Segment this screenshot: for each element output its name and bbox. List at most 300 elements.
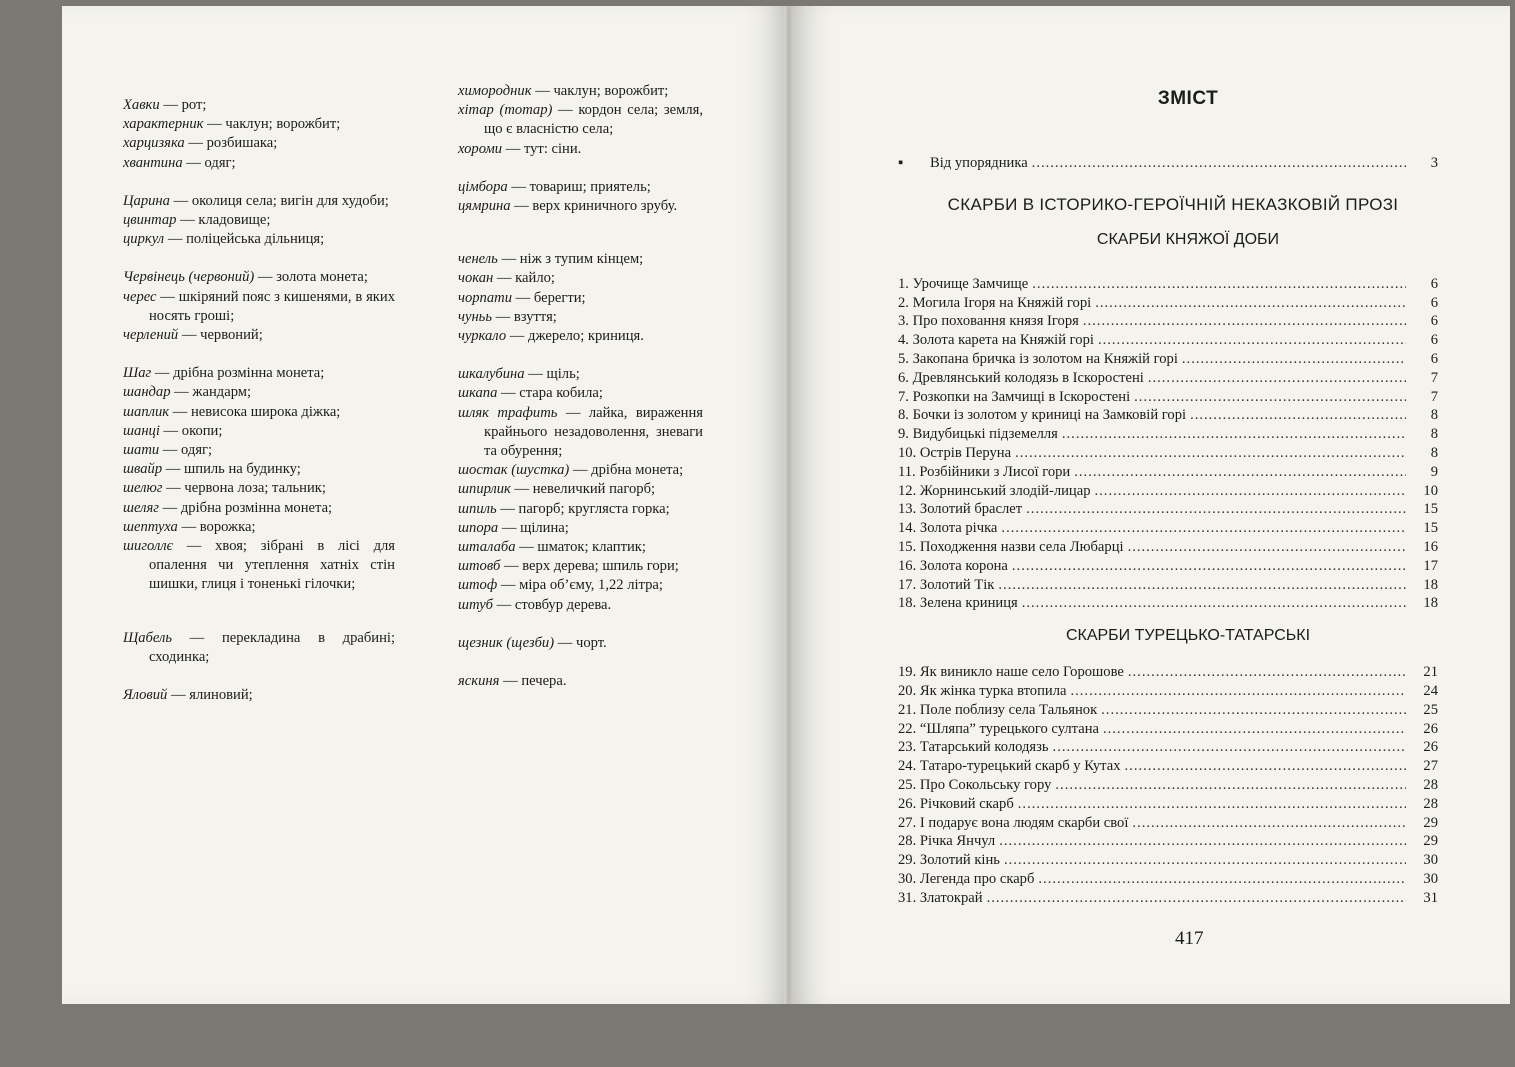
toc-entry-page: 3 xyxy=(1430,155,1438,171)
toc-entry-label: 25. Про Сокольську гору xyxy=(898,776,1052,793)
toc-entry-page: 30 xyxy=(1423,852,1438,869)
glossary-definition: рот; xyxy=(181,97,207,113)
toc-entry-page: 27 xyxy=(1423,758,1438,775)
term-separator: — xyxy=(552,102,579,119)
term-separator: — xyxy=(497,251,520,268)
toc-entry xyxy=(898,275,1438,294)
toc-entry xyxy=(898,425,1438,444)
term-separator: — xyxy=(510,198,533,215)
glossary-term: цімбора xyxy=(458,178,508,195)
dot-leader xyxy=(1182,350,1406,369)
glossary-term: ченель xyxy=(458,251,498,268)
dot-leader xyxy=(1026,500,1406,519)
glossary-term: шпора xyxy=(458,519,499,536)
glossary-term: Щабель xyxy=(123,629,172,646)
glossary-entry xyxy=(123,537,395,595)
glossary-term: яскиня xyxy=(458,673,500,690)
toc-entry xyxy=(898,738,1438,757)
glossary-entry xyxy=(458,250,703,269)
glossary-definition: червона лоза; тальник; xyxy=(184,480,326,497)
glossary-definition: ніж з тупим кінцем; xyxy=(519,251,644,268)
toc-entry-page: 18 xyxy=(1423,595,1438,612)
term-separator: — xyxy=(169,192,192,209)
term-separator: — xyxy=(162,480,185,497)
glossary-entry xyxy=(123,629,395,667)
toc-entry-label: 15. Походження назви села Любарці xyxy=(898,538,1124,555)
table-of-contents xyxy=(898,88,1438,908)
glossary-entry xyxy=(123,479,395,498)
toc-entry xyxy=(898,294,1438,313)
glossary-term: шеляг xyxy=(123,499,159,516)
glossary-definition: жандарм; xyxy=(192,384,252,401)
dot-leader xyxy=(1132,814,1406,833)
glossary-entry xyxy=(458,384,703,403)
glossary-definition: поліцейська дільниця; xyxy=(186,231,325,248)
glossary-entry xyxy=(123,686,395,705)
glossary-term: швайр xyxy=(123,461,163,478)
glossary-entry xyxy=(458,365,703,384)
glossary-entry xyxy=(458,269,703,288)
glossary-definition: шкіряний пояс з кишенями, в яких носять гроші; xyxy=(149,288,396,324)
toc-entry-page: 6 xyxy=(1430,294,1438,311)
glossary-entry xyxy=(458,576,703,595)
toc-entry-page: 8 xyxy=(1430,444,1438,461)
glossary-term: шпиль xyxy=(458,500,497,517)
glossary-column-1 xyxy=(123,96,395,705)
term-separator: — xyxy=(167,687,190,704)
glossary-definition: джерело; криниця. xyxy=(528,328,644,345)
dot-leader xyxy=(1083,312,1406,331)
toc-entry xyxy=(898,538,1438,557)
toc-entry-label: 31. Златокрай xyxy=(898,889,983,906)
glossary-entry xyxy=(123,154,395,173)
glossary-definition: золота монета; xyxy=(276,269,368,286)
page-number: 417 xyxy=(1175,928,1204,949)
term-separator: — xyxy=(182,154,205,171)
term-separator: — xyxy=(554,634,576,651)
toc-group-2 xyxy=(898,663,1438,907)
glossary-term: черес xyxy=(123,288,157,305)
glossary-definition: чаклун; ворожбит; xyxy=(225,116,341,133)
glossary-definition: щіль; xyxy=(546,366,580,383)
toc-entry-page: 9 xyxy=(1430,463,1438,480)
toc-entry-page: 16 xyxy=(1423,538,1438,555)
glossary-term: циркул xyxy=(123,231,165,248)
glossary-definition: товариш; приятель; xyxy=(529,178,651,195)
dot-leader xyxy=(1095,294,1406,313)
toc-entry xyxy=(898,557,1438,576)
dot-leader xyxy=(1022,594,1406,613)
glossary-entry xyxy=(458,308,703,327)
glossary-entry xyxy=(458,327,703,346)
term-separator: — xyxy=(171,629,222,646)
glossary-entry xyxy=(123,422,395,441)
toc-entry-page: 29 xyxy=(1423,814,1438,831)
dot-leader xyxy=(1053,738,1406,757)
glossary-definition: пагорб; кругляста горка; xyxy=(518,500,670,517)
glossary-column-2 xyxy=(458,82,703,691)
glossary-definition: одяг; xyxy=(204,154,236,171)
dot-leader xyxy=(1095,482,1407,501)
term-separator: — xyxy=(507,178,530,195)
toc-entry-page: 28 xyxy=(1423,776,1438,793)
toc-entry xyxy=(898,369,1438,388)
toc-entry-label: 20. Як жінка турка втопила xyxy=(898,682,1067,699)
term-separator: — xyxy=(497,577,520,594)
term-separator: — xyxy=(500,558,523,575)
term-separator: — xyxy=(158,499,181,516)
toc-entry-label: 11. Розбійники з Лисої гори xyxy=(898,463,1071,480)
toc-entry-label: 17. Золотий Тік xyxy=(898,576,995,593)
term-separator: — xyxy=(203,116,226,133)
toc-entry-label: 28. Річка Янчул xyxy=(898,833,996,850)
glossary-term: шостак (шустка) xyxy=(458,462,570,479)
toc-entry-page: 18 xyxy=(1423,576,1438,593)
toc-entry xyxy=(898,870,1438,889)
glossary-definition: стара кобила; xyxy=(519,385,603,402)
glossary-definition: хвоя; зібрані в лісі для опалення чи утеплення хатніх стін шишки, глиця і тоненькі гілочки; xyxy=(149,538,396,593)
term-separator: — xyxy=(515,539,538,556)
toc-entry-page: 26 xyxy=(1423,739,1438,756)
dot-leader xyxy=(1055,776,1406,795)
glossary-definition: лайка, вираження крайнього незадоволення, зневаги та обурення; xyxy=(484,404,703,460)
glossary-entry xyxy=(123,518,395,537)
toc-entry-label: 29. Золотий кінь xyxy=(898,852,1000,869)
toc-entry-page: 15 xyxy=(1423,501,1438,518)
glossary-term: штовб xyxy=(458,558,501,575)
toc-entry xyxy=(898,832,1438,851)
glossary-term: Хавки xyxy=(123,97,160,113)
glossary-entry xyxy=(123,403,395,422)
glossary-entry xyxy=(458,178,703,197)
glossary-term: цвинтар xyxy=(123,212,177,229)
term-separator: — xyxy=(184,135,207,152)
term-separator: — xyxy=(177,518,200,535)
toc-entry-page: 30 xyxy=(1423,870,1438,887)
glossary-entry xyxy=(123,211,395,230)
toc-entry xyxy=(898,776,1438,795)
glossary-entry xyxy=(458,404,703,462)
term-separator: — xyxy=(176,212,199,229)
toc-entry-label: 21. Поле поблизу села Тальянок xyxy=(898,701,1098,718)
toc-entry xyxy=(898,312,1438,331)
glossary-term: Шаг xyxy=(123,365,152,382)
term-separator: — xyxy=(502,140,524,157)
glossary-definition: перекладина в драбині; сходинка; xyxy=(149,629,395,665)
glossary-term: хітар (тотар) xyxy=(458,102,553,119)
dot-leader xyxy=(1032,154,1406,173)
glossary-term: чорпати xyxy=(458,289,512,306)
glossary-term: шиголлє xyxy=(123,538,174,555)
bullet-icon: ▪ xyxy=(898,155,904,171)
glossary-term: шкапа xyxy=(458,385,498,402)
glossary-entry xyxy=(458,101,703,139)
term-separator: — xyxy=(159,442,182,459)
toc-entry xyxy=(898,814,1438,833)
glossary-entry xyxy=(458,461,703,480)
glossary-term: чокан xyxy=(458,270,494,287)
glossary-term: шати xyxy=(123,442,160,459)
group-heading-1: СКАРБИ КНЯЖОЇ ДОБИ xyxy=(1096,230,1280,248)
glossary-entry xyxy=(123,115,395,134)
glossary-term: шкалубина xyxy=(458,366,525,383)
glossary-term: шептуха xyxy=(123,518,178,535)
glossary-definition: кордон села; земля, що є власністю села; xyxy=(484,102,704,138)
toc-entry-page: 10 xyxy=(1423,482,1438,499)
dot-leader xyxy=(1128,538,1406,557)
glossary-definition: щілина; xyxy=(520,519,569,536)
glossary-entry xyxy=(458,672,703,691)
toc-entry-label: 26. Річковий скарб xyxy=(898,795,1014,812)
toc-entry-label: 9. Видубицькі підземелля xyxy=(898,426,1058,443)
glossary-term: хвантина xyxy=(123,154,183,171)
toc-entry-page: 6 xyxy=(1430,350,1438,367)
toc-entry xyxy=(898,576,1438,595)
dot-leader xyxy=(1098,331,1406,350)
toc-entry-label: 14. Золота річка xyxy=(898,520,998,537)
glossary-definition: кладовище; xyxy=(198,212,271,229)
toc-entry xyxy=(898,331,1438,350)
term-separator: — xyxy=(506,328,529,345)
glossary-definition: одяг; xyxy=(181,442,213,459)
toc-entry xyxy=(898,406,1438,425)
dot-leader xyxy=(1125,757,1406,776)
toc-entry-label: 18. Зелена криниця xyxy=(898,595,1018,612)
glossary-term: штуб xyxy=(458,596,494,613)
term-separator: — xyxy=(557,404,589,421)
glossary-term: чуньь xyxy=(458,308,492,325)
toc-entry xyxy=(898,757,1438,776)
glossary-definition: кайло; xyxy=(515,270,555,287)
dot-leader xyxy=(1134,388,1406,407)
glossary-definition: невеличкий пагорб; xyxy=(532,481,656,498)
toc-entry-page: 7 xyxy=(1430,369,1438,386)
glossary-definition: червоний; xyxy=(200,327,263,344)
term-separator: — xyxy=(164,231,187,248)
toc-entry-page: 25 xyxy=(1423,701,1438,718)
glossary-definition: тут: сіни. xyxy=(523,140,582,157)
term-separator: — xyxy=(531,83,554,99)
dot-leader xyxy=(998,576,1406,595)
toc-entry-page: 26 xyxy=(1423,720,1438,737)
dot-leader xyxy=(1012,557,1406,576)
toc-entry-label: 22. “Шляпа” турецького султана xyxy=(898,720,1099,737)
toc-entry xyxy=(898,682,1438,701)
glossary-term: шталаба xyxy=(458,539,516,556)
glossary-definition: верх криничного зрубу. xyxy=(532,198,678,215)
dot-leader xyxy=(999,832,1406,851)
toc-entry-label: 27. І подарує вона людям скарби свої xyxy=(898,814,1129,831)
toc-entry-page: 31 xyxy=(1423,889,1438,906)
glossary-term: шелюг xyxy=(123,480,163,497)
term-separator: — xyxy=(254,269,277,286)
dot-leader xyxy=(1190,406,1406,425)
toc-entry-label: 3. Про поховання князя Ігоря xyxy=(898,313,1079,330)
toc-entry xyxy=(898,463,1438,482)
glossary-entry xyxy=(123,383,395,402)
dot-leader xyxy=(987,889,1406,908)
toc-entry xyxy=(898,663,1438,682)
term-separator: — xyxy=(569,462,592,479)
toc-entry xyxy=(898,500,1438,519)
glossary-entry xyxy=(458,634,703,653)
glossary-entry xyxy=(458,140,703,159)
toc-entry-page: 8 xyxy=(1430,407,1438,424)
glossary-definition: шпиль на будинку; xyxy=(184,461,301,478)
glossary-entry xyxy=(123,364,395,383)
term-separator: — xyxy=(159,97,182,113)
term-separator: — xyxy=(499,673,522,690)
toc-title: ЗМІСТ xyxy=(1157,88,1219,109)
dot-leader xyxy=(1018,795,1406,814)
toc-entry-page: 6 xyxy=(1430,332,1438,349)
toc-entry-label: 19. Як виникло наше село Горошове xyxy=(898,664,1124,681)
toc-entry xyxy=(898,388,1438,407)
glossary-entry xyxy=(123,96,395,115)
glossary-term: шандар xyxy=(123,384,171,401)
toc-entry-page: 28 xyxy=(1423,795,1438,812)
dot-leader xyxy=(1074,463,1406,482)
toc-entry-label: 6. Древлянський колодязь в Іскоростені xyxy=(898,369,1144,386)
toc-entry-page: 21 xyxy=(1423,664,1438,681)
glossary-definition: міра об’єму, 1,22 літра; xyxy=(519,577,663,594)
glossary-entry xyxy=(458,480,703,499)
toc-entry xyxy=(898,350,1438,369)
glossary-definition: чаклун; ворожбит; xyxy=(553,83,669,99)
term-separator: — xyxy=(178,327,201,344)
term-separator: — xyxy=(162,461,185,478)
dot-leader xyxy=(1062,425,1406,444)
toc-entry-label: 4. Золота карета на Княжій горі xyxy=(898,332,1094,349)
glossary-term: штоф xyxy=(458,577,498,594)
glossary-term: Яловий xyxy=(123,687,168,704)
glossary-entry xyxy=(123,288,395,326)
toc-entry-label: 10. Острів Перуна xyxy=(898,444,1012,461)
term-separator: — xyxy=(524,366,547,383)
toc-entry xyxy=(898,519,1438,538)
glossary-entry xyxy=(458,519,703,538)
glossary-definition: дрібна розмінна монета; xyxy=(173,365,325,382)
glossary-entry xyxy=(458,82,703,101)
dot-leader xyxy=(1103,720,1406,739)
dot-leader xyxy=(1001,519,1406,538)
glossary-term: цямрина xyxy=(458,198,511,215)
term-separator: — xyxy=(496,500,519,517)
glossary-term: шаплик xyxy=(123,403,170,420)
glossary-term: химородник xyxy=(458,83,532,99)
term-separator: — xyxy=(159,422,182,439)
toc-entry xyxy=(898,889,1438,908)
glossary-definition: ворожка; xyxy=(199,518,256,535)
dot-leader xyxy=(1004,851,1406,870)
glossary-definition: невисока широка діжка; xyxy=(191,403,341,420)
toc-entry xyxy=(898,720,1438,739)
toc-entry-page: 8 xyxy=(1430,426,1438,443)
glossary-definition: околиця села; вигін для худоби; xyxy=(191,192,389,209)
glossary-definition: печера. xyxy=(521,673,567,690)
glossary-entry xyxy=(458,500,703,519)
glossary-definition: взуття; xyxy=(513,308,557,325)
dot-leader xyxy=(1070,682,1406,701)
glossary-definition: чорт. xyxy=(575,634,607,651)
toc-entry-page: 6 xyxy=(1430,275,1438,292)
toc-entry-page: 15 xyxy=(1423,520,1438,537)
toc-entry xyxy=(898,701,1438,720)
term-separator: — xyxy=(173,538,216,555)
dot-leader xyxy=(1032,275,1406,294)
toc-entry xyxy=(898,594,1438,613)
glossary-entry xyxy=(123,192,395,211)
toc-entry-label: 7. Розкопки на Замчищі в Іскоростені xyxy=(898,388,1131,405)
term-separator: — xyxy=(510,481,533,498)
toc-entry-page: 24 xyxy=(1423,682,1438,699)
glossary-term: Червінець (червоний) xyxy=(123,269,255,286)
glossary-term: хороми xyxy=(458,140,503,157)
term-separator: — xyxy=(491,308,514,325)
toc-entry-page: 6 xyxy=(1430,313,1438,330)
glossary-term: чуркало xyxy=(458,328,507,345)
dot-leader xyxy=(1148,369,1406,388)
toc-entry-label: 23. Татарський колодязь xyxy=(898,739,1049,756)
toc-entry xyxy=(898,444,1438,463)
glossary-entry xyxy=(458,538,703,557)
glossary-definition: дрібна монета; xyxy=(591,462,684,479)
dot-leader xyxy=(1015,444,1406,463)
glossary-term: шляк трафить xyxy=(458,404,558,421)
toc-entry xyxy=(898,482,1438,501)
toc-group-1 xyxy=(898,275,1438,613)
glossary-term: Царина xyxy=(123,192,170,209)
term-separator: — xyxy=(156,288,179,305)
toc-entry-label: 5. Закопана бричка із золотом на Княжій горі xyxy=(898,350,1178,367)
glossary-entry xyxy=(458,596,703,615)
glossary-definition: розбишака; xyxy=(206,135,278,152)
glossary-entry xyxy=(123,134,395,153)
glossary-term: черлений xyxy=(123,327,179,344)
glossary-definition: окопи; xyxy=(181,422,223,439)
term-separator: — xyxy=(169,403,191,420)
term-separator: — xyxy=(512,289,534,306)
toc-entry-label: 30. Легенда про скарб xyxy=(898,870,1035,887)
term-separator: — xyxy=(497,385,520,402)
group-heading-2: СКАРБИ ТУРЕЦЬКО-ТАТАРСЬКІ xyxy=(1065,627,1311,645)
toc-entry-label: 2. Могила Ігоря на Княжій горі xyxy=(898,294,1092,311)
toc-entry-page: 17 xyxy=(1423,557,1438,574)
toc-entry xyxy=(898,795,1438,814)
glossary-entry xyxy=(123,326,395,345)
glossary-entry xyxy=(123,268,395,287)
glossary-definition: шматок; клаптик; xyxy=(537,539,646,556)
term-separator: — xyxy=(170,384,193,401)
toc-intro-row xyxy=(898,154,1438,173)
glossary-entry xyxy=(458,557,703,576)
dot-leader xyxy=(1101,701,1406,720)
glossary-entry xyxy=(458,289,703,308)
glossary-entry xyxy=(123,230,395,249)
term-separator: — xyxy=(493,270,516,287)
toc-entry-page: 29 xyxy=(1423,833,1438,850)
toc-entry xyxy=(898,851,1438,870)
glossary-term: характерник xyxy=(123,116,204,133)
glossary-definition: верх дерева; шпиль гори; xyxy=(522,558,679,575)
glossary-definition: ялиновий; xyxy=(189,687,253,704)
section-heading: СКАРБИ В ІСТОРИКО-ГЕРОЇЧНІЙ НЕКАЗКОВІЙ ПРОЗІ xyxy=(947,194,1399,214)
glossary-term: шанці xyxy=(123,422,160,439)
dot-leader xyxy=(1038,870,1406,889)
glossary-entry xyxy=(123,460,395,479)
toc-entry-page: 7 xyxy=(1430,388,1438,405)
toc-entry-label: 16. Золота корона xyxy=(898,557,1008,574)
